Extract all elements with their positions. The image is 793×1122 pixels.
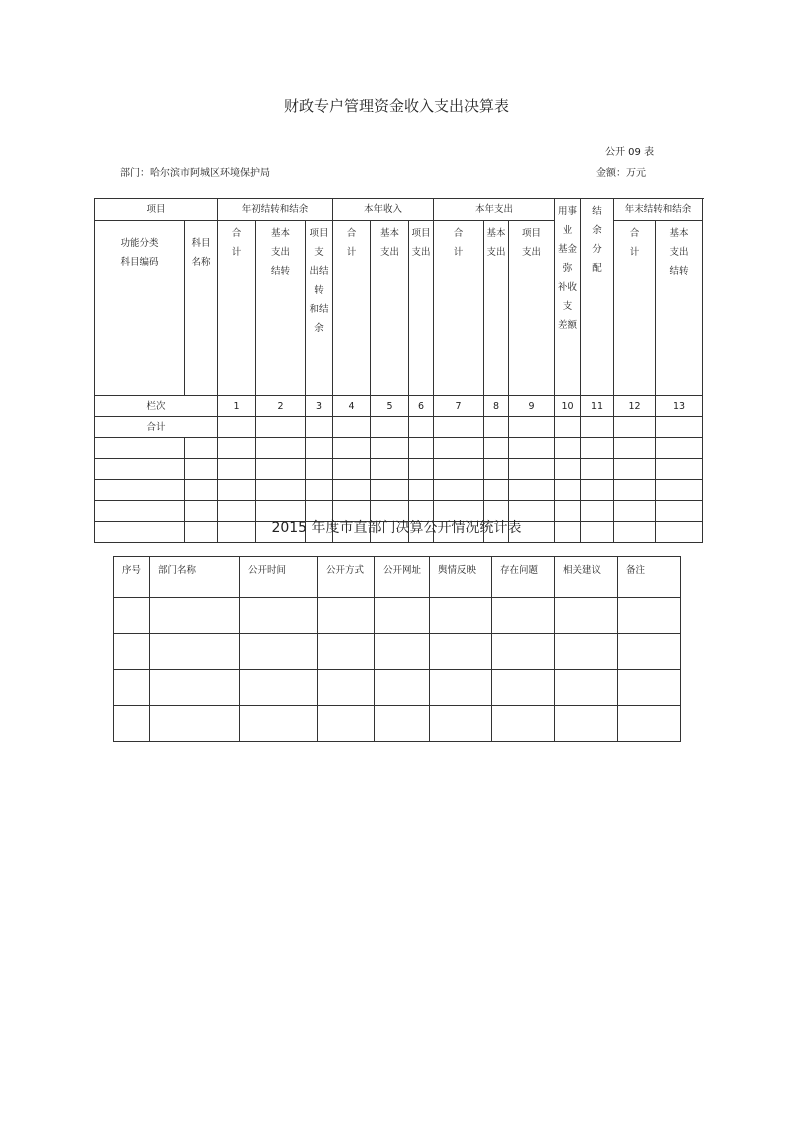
- statistics-table-title: 2015 年度市直部门决算公开情况统计表: [271, 520, 522, 536]
- subheader-opening-basic: 基本 支出 结转: [256, 221, 306, 396]
- header-remarks: 备注: [618, 557, 681, 598]
- revenue-expense-table: [94, 198, 703, 543]
- column-number: 13: [656, 396, 703, 417]
- subheader-opening-total: 合 计: [218, 221, 256, 396]
- subheader-income-project: 项目 支出: [409, 221, 434, 396]
- header-issues: 存在问题: [492, 557, 555, 598]
- column-number: 6: [409, 396, 434, 417]
- table-row: [114, 706, 681, 742]
- header-publish-time: 公开时间: [240, 557, 318, 598]
- subheader-income-total: 合 计: [333, 221, 371, 396]
- table-row: [114, 634, 681, 670]
- form-number: 公开 09 表: [605, 147, 655, 158]
- header-expense: 本年支出: [434, 199, 555, 221]
- subheader-expense-project: 项目 支出: [509, 221, 555, 396]
- column-number: 11: [581, 396, 614, 417]
- unit-label: 金额：万元: [596, 168, 646, 179]
- header-fund-supplement: 用事业 基金弥 补收支 差额: [555, 199, 581, 396]
- column-number: 4: [333, 396, 371, 417]
- subheader-opening-project: 项目支 出结转 和结余: [306, 221, 333, 396]
- header-department-name: 部门名称: [150, 557, 240, 598]
- header-publish-method: 公开方式: [318, 557, 375, 598]
- table-row: [95, 438, 703, 459]
- total-row: [95, 417, 703, 438]
- header-suggestions: 相关建议: [555, 557, 618, 598]
- subheader-closing-total: 合 计: [614, 221, 656, 396]
- column-number: 8: [484, 396, 509, 417]
- subheader-function-code: 功能分类 科目编码: [95, 221, 185, 396]
- header-project: 项目: [95, 199, 218, 221]
- header-serial-no: 序号: [114, 557, 150, 598]
- column-index-label: 栏次: [95, 396, 218, 417]
- subheader-subject-name: 科目 名称: [185, 221, 218, 396]
- column-number: 10: [555, 396, 581, 417]
- subheader-income-basic: 基本 支出: [371, 221, 409, 396]
- column-number: 12: [614, 396, 656, 417]
- total-row-label: 合计: [95, 417, 218, 438]
- subheader-expense-total: 合 计: [434, 221, 484, 396]
- department-label: 部门：哈尔滨市阿城区环境保护局: [120, 168, 270, 179]
- subheader-expense-basic: 基本 支出: [484, 221, 509, 396]
- document-title: 财政专户管理资金收入支出决算表: [283, 97, 509, 115]
- header-publish-url: 公开网址: [375, 557, 430, 598]
- column-number: 9: [509, 396, 555, 417]
- column-number: 5: [371, 396, 409, 417]
- column-number: 2: [256, 396, 306, 417]
- column-number: 7: [434, 396, 484, 417]
- column-number: 1: [218, 396, 256, 417]
- header-balance-distribution: 结 余 分 配: [581, 199, 614, 396]
- disclosure-statistics-table: [113, 556, 681, 742]
- header-public-opinion: 舆情反映: [430, 557, 492, 598]
- table-row: [95, 480, 703, 501]
- table-row: [95, 459, 703, 480]
- header-opening-balance: 年初结转和结余: [218, 199, 333, 221]
- header-income: 本年收入: [333, 199, 434, 221]
- column-number: 3: [306, 396, 333, 417]
- table-row: [114, 670, 681, 706]
- header-closing-balance: 年末结转和结余: [614, 199, 703, 221]
- table-row: [114, 598, 681, 634]
- subheader-closing-basic: 基本 支出 结转: [656, 221, 703, 396]
